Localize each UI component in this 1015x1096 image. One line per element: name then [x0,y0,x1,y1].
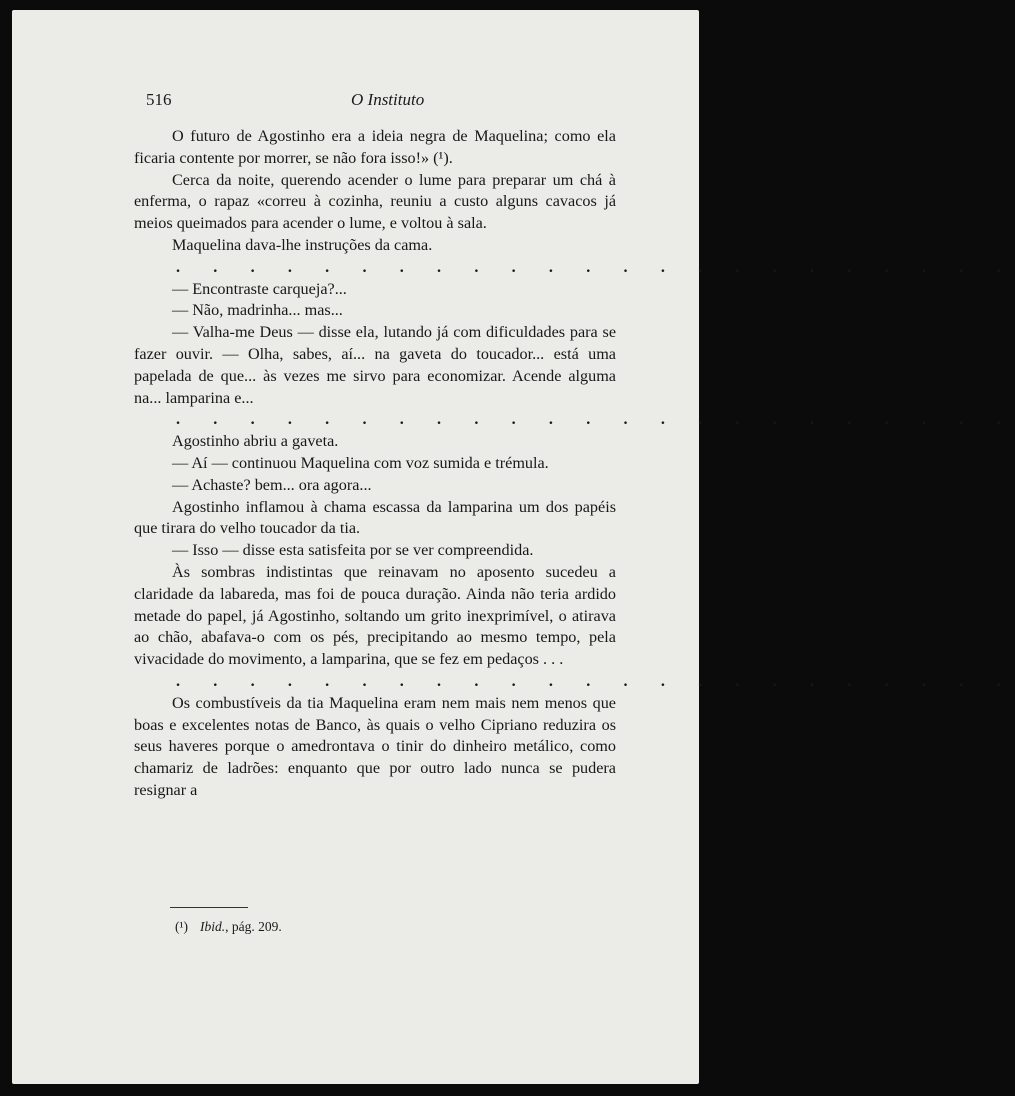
paragraph: Maquelina dava-lhe instruções da cama. [172,235,433,254]
paragraph: O futuro de Agostinho era a ideia negra de Maquelina; como ela ficaria contente por morrer, se não fora isso!» (¹). [134,127,616,167]
paragraph: Agostinho abriu a gaveta. [172,432,339,451]
footnote-page: , pág. 209. [225,919,282,934]
ellipsis-row: . . . . . . . . . . . . . . . . . . . . . . . [176,257,1015,276]
paragraph: Os combustíveis da tia Maquelina eram nem mais nem menos que boas e excelentes notas de Banco, às quais o velho Cipriano reduzira os seus haveres porque o amedrontava o tinir do dinheiro metálico, como chamariz de ladrões: enquanto que por outro lado nunca se pudera resignar a [134,693,616,799]
dialogue-line: — Isso — disse esta satisfeita por se ver compreendida. [172,541,534,560]
footnote-marker: (¹) [175,919,189,934]
body-text [134,126,1015,802]
paragraph: Cerca da noite, querendo acender o lume para preparar um chá à enferma, o rapaz «correu à cozinha, reuniu a custo alguns cavacos já meios queimados para acender o lume, e voltou à sala. [134,170,616,233]
dialogue-line: — Aí — continuou Maquelina com voz sumida e trémula. [172,453,549,472]
dialogue-line: — Valha-me Deus — disse ela, lutando já com dificuldades para se fazer ouvir. — Olha, sabes, aí... na gaveta do toucador... está uma papelada de que... às vezes me sirvo para economizar. Acende alguma na... lamparina e... [134,323,616,407]
dialogue-line: — Não, madrinha... mas... [172,301,343,320]
dialogue-line: — Encontraste carqueja?... [172,279,347,298]
journal-title: O Instituto [351,90,425,109]
ellipsis-row: . . . . . . . . . . . . . . . . . . . . . . . [176,671,1015,690]
page-number: 516 [146,90,172,109]
dialogue-line: — Achaste? bem... ora agora... [172,475,372,494]
paragraph: Às sombras indistintas que reinavam no aposento sucedeu a claridade da labareda, mas foi de pouca duração. Ainda não teria ardido metade do papel, já Agostinho, soltando um grito inexprimível, o atirava ao chão, abafava-o com os pés, precipitando ao mesmo tempo, pela vivacidade do movimento, a lamparina, que se fez em pedaços . . . [134,562,616,669]
footnote-ref: Ibid. [200,919,226,934]
footnote-divider [170,907,248,908]
paragraph: Agostinho inflamou à chama escassa da lamparina um dos papéis que tirara do velho toucador da tia. [134,497,616,538]
ellipsis-row: . . . . . . . . . . . . . . . . . . . . . . . [176,410,1015,429]
footnote [175,919,282,935]
running-head [146,90,636,112]
